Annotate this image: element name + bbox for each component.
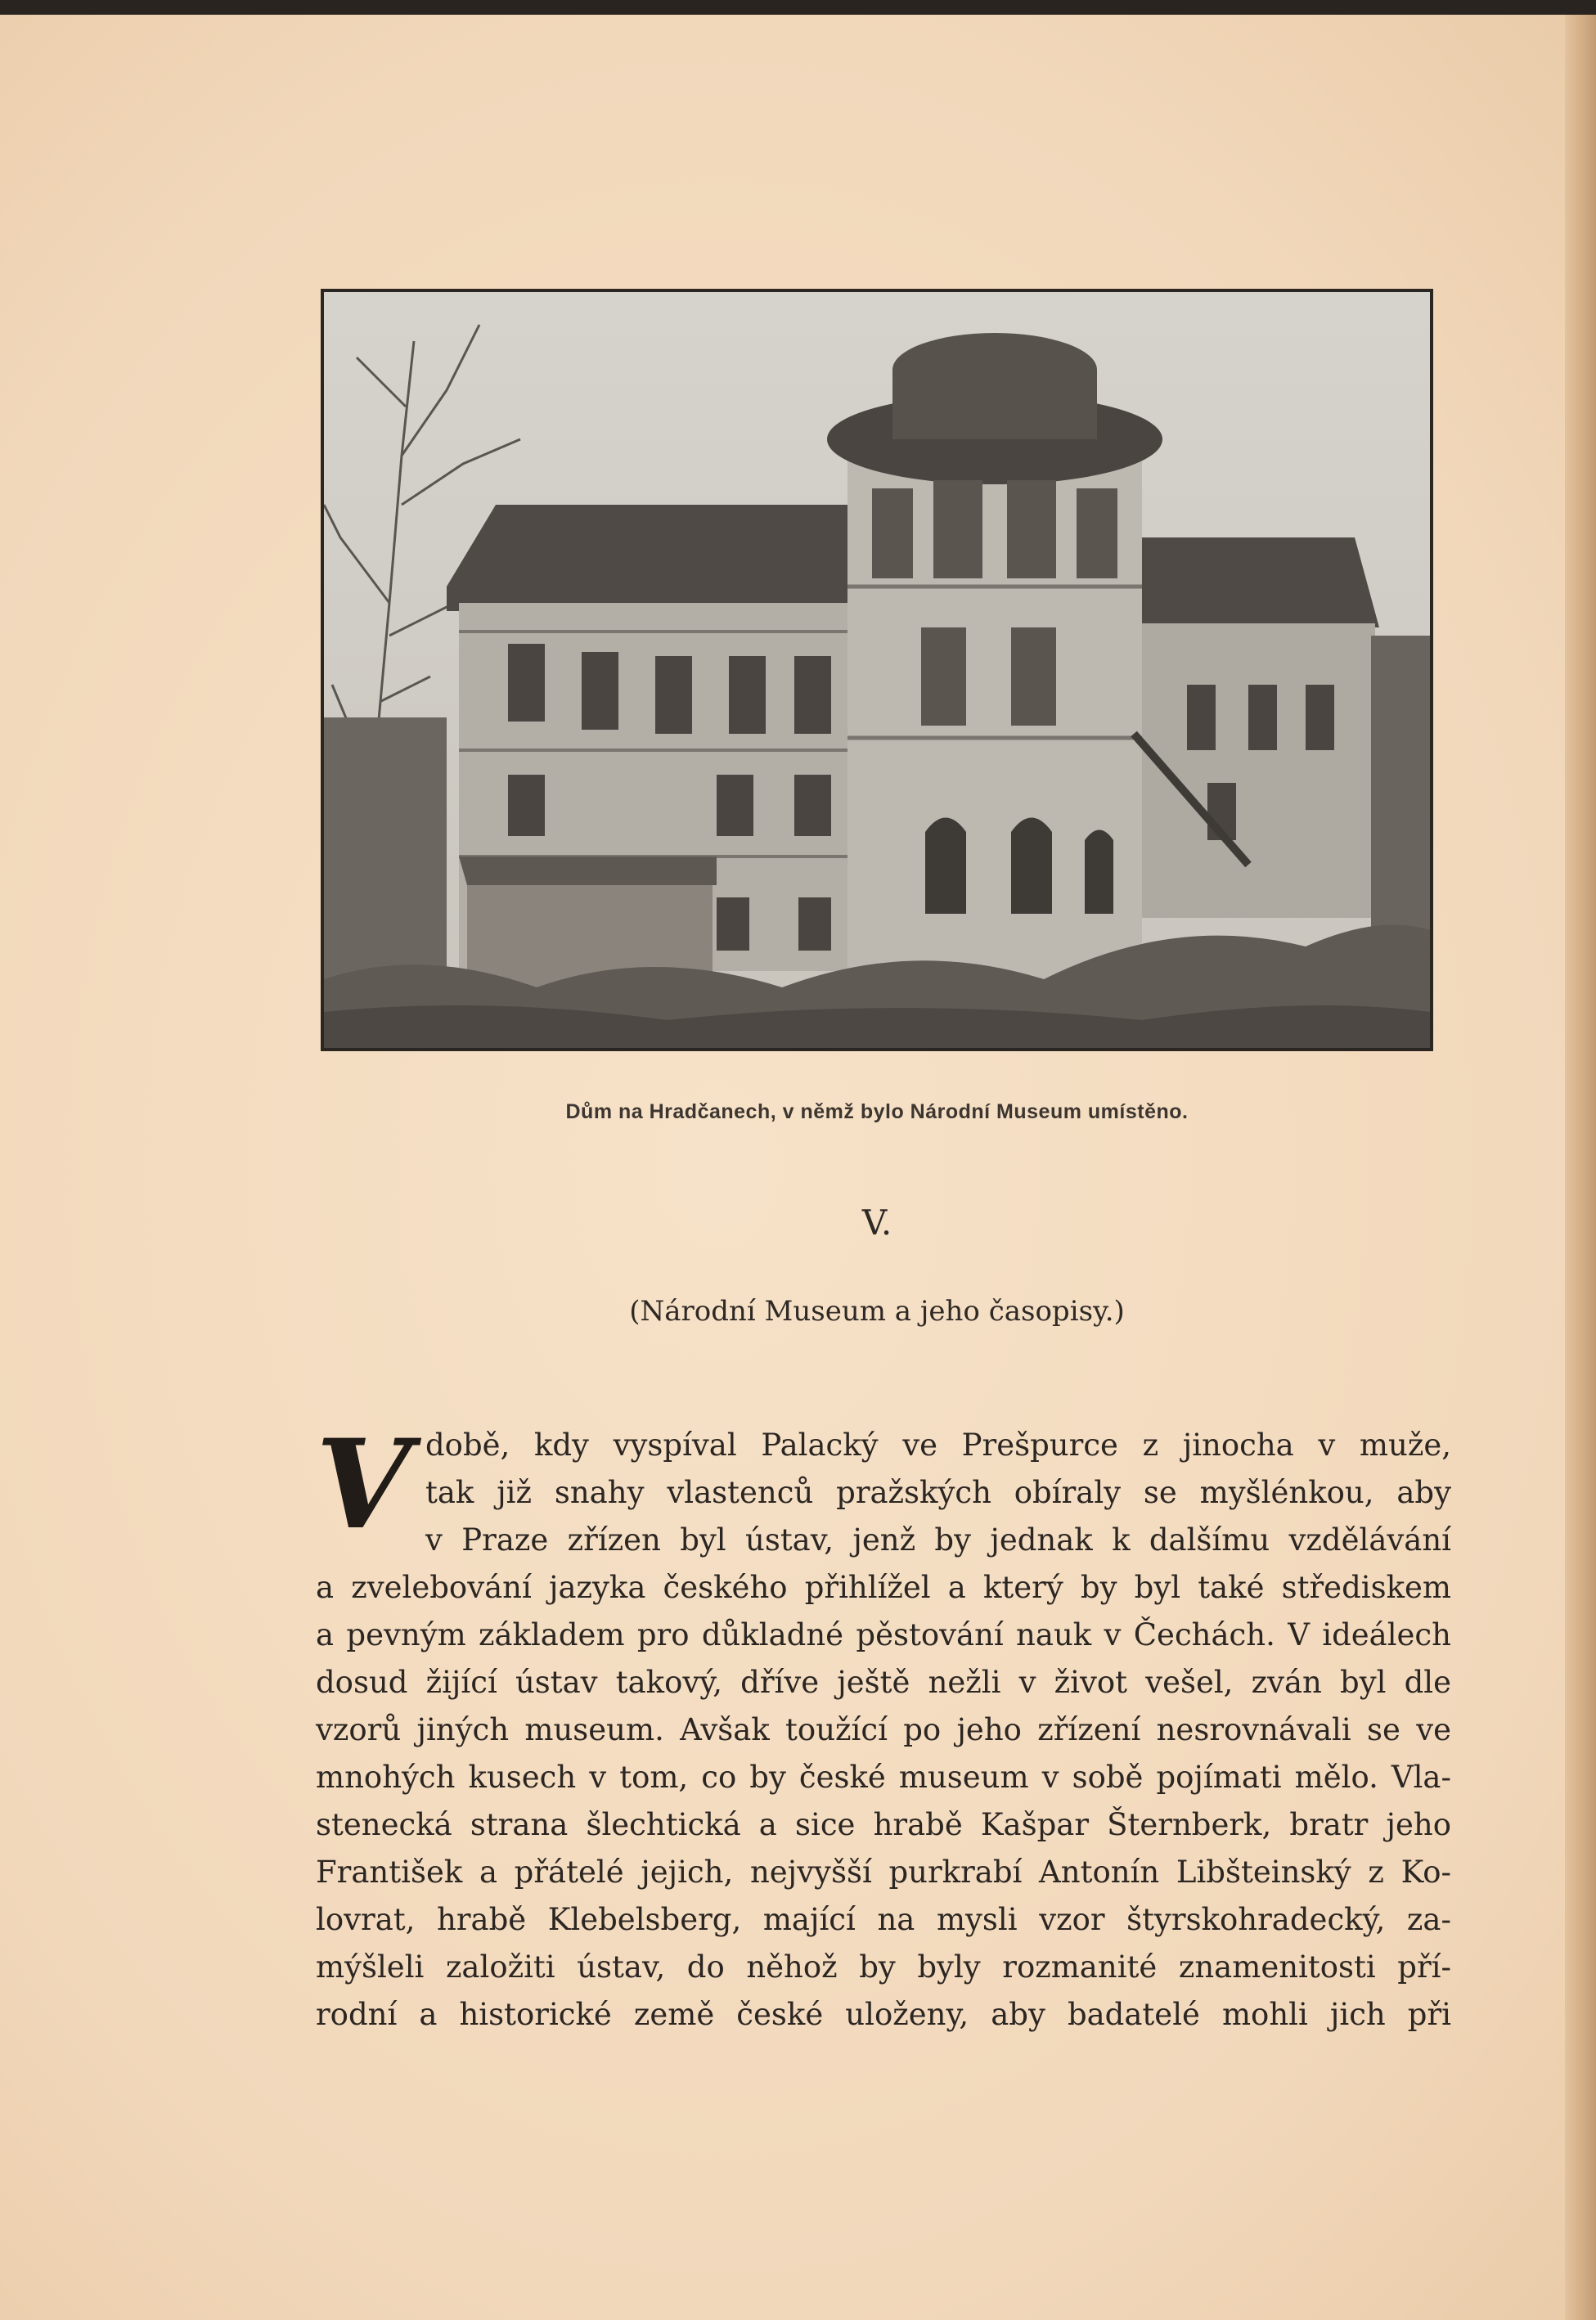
text-line: době, kdy vyspíval Palacký ve Prešpurce z jinocha v muže,: [425, 1428, 1451, 1463]
text-line: František a přátelé jejich, nejvyšší purkrabí Antonín Libšteinský z Ko-: [316, 1855, 1451, 1890]
text-line: a zvelebování jazyka českého přihlížel a který by byl také střediskem: [316, 1570, 1451, 1605]
chapter-subtitle: (Národní Museum a jeho časopisy.): [629, 1295, 1125, 1328]
body-text: [316, 1413, 1451, 2039]
chapter-number: V.: [861, 1203, 892, 1243]
building-illustration: [324, 292, 1430, 1048]
drop-cap-initial: V: [316, 1413, 411, 1557]
text-line: lovrat, hrabě Klebelsberg, mající na mysli vzor štyrskohradecký, za-: [316, 1902, 1451, 1937]
text-line: stenecká strana šlechtická a sice hrabě Kašpar Šternberk, bratr jeho: [316, 1807, 1451, 1842]
text-line: tak již snahy vlastenců pražských obíraly se myšlénkou, aby: [425, 1475, 1451, 1510]
text-line: mýšleli založiti ústav, do něhož by byly rozmanité znamenitosti pří-: [316, 1949, 1451, 1985]
text-line: dosud žijící ústav takový, dříve ještě nežli v život vešel, zván byl dle: [316, 1665, 1451, 1700]
page-gutter: [1565, 15, 1596, 2320]
text-line: a pevným základem pro důkladné pěstování nauk v Čechách. V ideálech: [316, 1617, 1451, 1652]
text-line: v Praze zřízen byl ústav, jenž by jednak k dalšímu vzdělávání: [425, 1522, 1451, 1558]
text-line: mnohých kusech v tom, co by české museum v sobě pojímati mělo. Vla-: [316, 1760, 1451, 1795]
text-line: vzorů jiných museum. Avšak toužící po jeho zřízení nesrovnávali se ve: [316, 1712, 1451, 1747]
book-page: [0, 15, 1596, 2320]
text-line: rodní a historické země české uloženy, aby badatelé mohli jich při: [316, 1997, 1451, 2032]
building-photograph: [321, 289, 1433, 1051]
figure-caption: Dům na Hradčanech, v němž bylo Národní Museum umístěno.: [565, 1100, 1189, 1123]
